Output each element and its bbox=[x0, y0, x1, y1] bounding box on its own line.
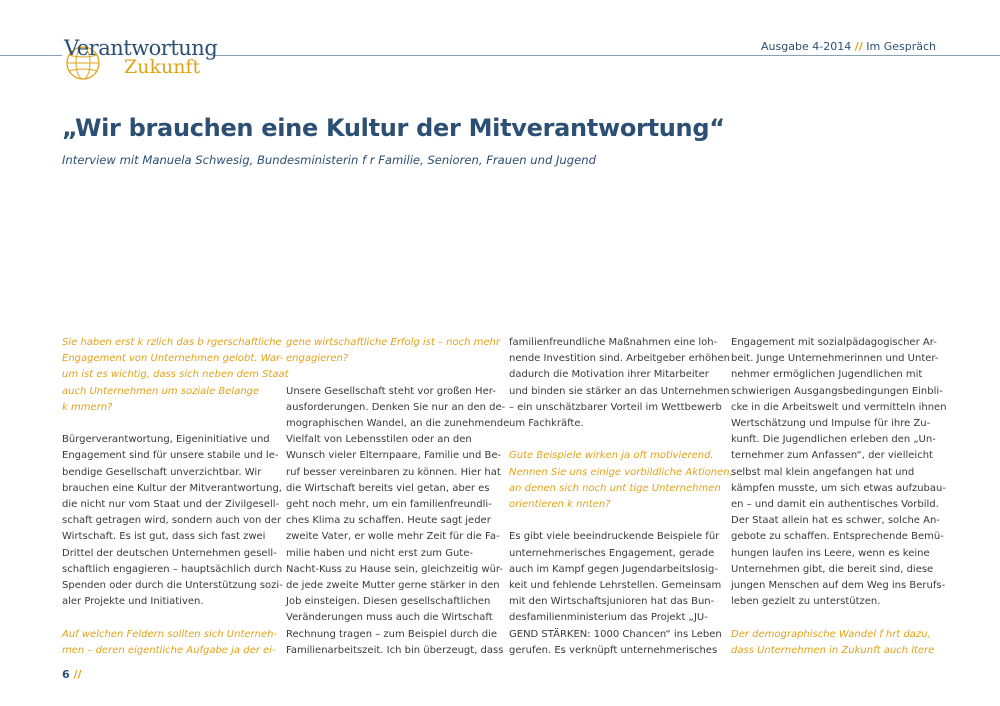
text-line: gebote zu schaffen. Entsprechende Bemü- bbox=[731, 531, 944, 543]
text-line: gerufen. Es verknüpft unternehmerisches bbox=[509, 644, 718, 656]
text-line: Es gibt viele beeindruckende Beispiele für bbox=[509, 531, 720, 543]
interview-answer bbox=[731, 335, 947, 610]
text-column-3 bbox=[509, 335, 733, 675]
text-line: Familienarbeitszeit. Ich bin überzeugt, dass bbox=[286, 644, 504, 656]
text-line: Unsere Gesellschaft steht vor großen Her- bbox=[286, 385, 496, 397]
text-line: schaftlich engagieren – hauptsächlich durch bbox=[62, 563, 283, 575]
text-line: Engagement mit sozialpädagogischer Ar- bbox=[731, 337, 937, 348]
text-line: auch Unternehmen um soziale Belange bbox=[62, 385, 260, 397]
text-line: orientieren k nnten? bbox=[509, 499, 611, 511]
text-line: kämpfen musste, um sich etwas aufzubau- bbox=[731, 482, 946, 494]
text-line: um Fachkräfte. bbox=[509, 418, 584, 430]
text-line: Spenden oder durch die Unterstützung sozi- bbox=[62, 580, 283, 592]
text-line: mit den Wirtschaftsjunioren hat das Bun- bbox=[509, 596, 715, 608]
text-line: Vielfalt von Lebensstilen oder an den bbox=[286, 434, 472, 446]
header-rule-left bbox=[0, 55, 62, 56]
text-line: geht noch mehr, um ein familienfreundli- bbox=[286, 499, 492, 511]
interview-question bbox=[731, 627, 936, 659]
text-line: Wunsch vieler Elternpaare, Familie und Be- bbox=[286, 450, 502, 462]
text-line: jungen Menschen auf dem Weg ins Berufs- bbox=[731, 580, 946, 592]
text-line: unternehmerisches Engagement, gerade bbox=[509, 547, 715, 559]
interview-question bbox=[509, 448, 733, 513]
text-line: Drittel der deutschen Unternehmen gesell- bbox=[62, 547, 277, 559]
text-line: Veränderungen muss auch die Wirtschaft bbox=[286, 612, 493, 624]
text-line: hungen laufen ins Leere, wenn es keine bbox=[731, 547, 930, 559]
text-line: schwierigen Ausgangsbedingungen Einbli- bbox=[731, 385, 943, 397]
text-line: Bürgerverantwortung, Eigeninitiative und bbox=[62, 434, 270, 446]
article-title: „Wir brauchen eine Kultur der Mitverantwortung“ bbox=[62, 114, 725, 142]
header-rule-right bbox=[212, 55, 1000, 56]
text-line: dass Unternehmen in Zukunft auch ltere bbox=[731, 644, 935, 656]
interview-question bbox=[286, 335, 500, 367]
text-line: kunft. Die Jugendlichen erleben den „Un- bbox=[731, 434, 936, 446]
text-line: Unternehmen gibt, die bereit sind, diese bbox=[731, 563, 934, 575]
text-line: – ein unschätzbarer Vorteil im Wettbewerb bbox=[509, 401, 722, 413]
interview-question bbox=[62, 627, 278, 659]
text-line: Engagement sind für unsere stabile und le- bbox=[62, 450, 279, 462]
text-line: die nicht nur vom Staat und der Zivilgesell- bbox=[62, 499, 280, 511]
text-line: ruf besser vereinbaren zu können. Hier hat bbox=[286, 466, 501, 478]
text-line: ches Klima zu schaffen. Heute sagt jeder bbox=[286, 515, 491, 527]
interview-answer bbox=[286, 384, 510, 659]
text-line: nende Investition sind. Arbeitgeber erhöhen bbox=[509, 353, 730, 365]
logo-wordmark-bottom: Zukunft bbox=[124, 56, 201, 78]
interview-answer bbox=[509, 529, 722, 659]
text-line: schaft getragen wird, sondern auch von der bbox=[62, 515, 282, 527]
text-line: zweite Vater, er wolle mehr Zeit für die Fa- bbox=[286, 531, 500, 543]
text-line: Auf welchen Feldern sollten sich Unterneh- bbox=[62, 628, 278, 640]
logo-wordmark-top: Verantwortung bbox=[64, 36, 218, 60]
text-line: dadurch die Motivation ihrer Mitarbeiter bbox=[509, 369, 709, 381]
text-line: Rechnung tragen – zum Beispiel durch die bbox=[286, 628, 497, 640]
text-line: keit und fehlende Lehrstellen. Gemeinsam bbox=[509, 580, 722, 592]
text-line: mographischen Wandel, an die zunehmende bbox=[286, 418, 510, 429]
text-line: GEND STÄRKEN: 1000 Chancen“ ins Leben bbox=[509, 628, 722, 640]
text-line: Der demographische Wandel f hrt dazu, bbox=[731, 628, 931, 640]
issue-number: Ausgabe 4-2014 bbox=[761, 40, 852, 53]
page-number-separator: // bbox=[73, 668, 82, 681]
text-line: cke in die Arbeitswelt und vermitteln ihnen bbox=[731, 401, 947, 413]
text-line: Gute Beispiele wirken ja oft motivierend. bbox=[509, 450, 714, 462]
text-column-4 bbox=[731, 335, 947, 675]
text-line: gene wirtschaftliche Erfolg ist – noch mehr bbox=[286, 337, 500, 348]
text-line: Der Staat allein hat es schwer, solche An- bbox=[731, 515, 940, 527]
text-line: Wertschätzung und Impulse für ihre Zu- bbox=[731, 418, 931, 430]
text-line: beit. Junge Unternehmerinnen und Unter- bbox=[731, 353, 939, 365]
text-line: selbst mal klein angefangen hat und bbox=[731, 466, 915, 478]
text-line: Nennen Sie uns einige vorbildliche Aktionen, bbox=[509, 466, 733, 478]
text-line: an denen sich noch unt tige Unternehmen bbox=[509, 482, 721, 494]
text-line: men – deren eigentliche Aufgabe ja der ei- bbox=[62, 644, 276, 656]
text-line: milie haben und nicht erst zum Gute- bbox=[286, 547, 473, 559]
issue-separator: // bbox=[854, 40, 863, 53]
text-line: nehmer ermöglichen Jugendlichen mit bbox=[731, 369, 923, 381]
issue-label bbox=[761, 40, 936, 53]
logo bbox=[62, 36, 218, 82]
interview-question bbox=[62, 335, 289, 416]
text-line: auch im Kampf gegen Jugendarbeitslosig- bbox=[509, 563, 718, 575]
text-line: bendige Gesellschaft unverzichtbar. Wir bbox=[62, 466, 262, 478]
text-line: Engagement von Unternehmen gelobt. War- bbox=[62, 353, 284, 365]
text-line: die Wirtschaft bereits viel getan, aber es bbox=[286, 482, 490, 494]
interview-answer bbox=[509, 335, 730, 432]
text-line: Wirtschaft. Es ist gut, dass sich fast zwei bbox=[62, 531, 266, 543]
text-line: leben gezielt zu unterstützen. bbox=[731, 596, 881, 608]
text-line: brauchen eine Kultur der Mitverantwortung, bbox=[62, 482, 282, 494]
text-column-2 bbox=[286, 335, 510, 675]
text-line: Job einsteigen. Diesen gesellschaftlichen bbox=[286, 596, 491, 608]
text-line: k mmern? bbox=[62, 401, 113, 413]
text-line: ternehmer zum Anfassen“, der vielleicht bbox=[731, 450, 933, 462]
text-line: en – und damit ein authentisches Vorbild. bbox=[731, 499, 939, 511]
text-line: desfamilienministerium das Projekt „JU- bbox=[509, 612, 708, 624]
page-number bbox=[62, 668, 82, 681]
text-line: Sie haben erst k rzlich das b rgerschaftliche bbox=[62, 337, 282, 348]
text-line: engagieren? bbox=[286, 353, 349, 365]
text-line: aler Projekte und Initiativen. bbox=[62, 596, 204, 608]
text-line: um ist es wichtig, dass sich neben dem Staat bbox=[62, 369, 289, 381]
text-line: ausforderungen. Denken Sie nur an den de- bbox=[286, 401, 506, 413]
page-number-value: 6 bbox=[62, 668, 70, 681]
text-line: de jede zweite Mutter gerne stärker in den bbox=[286, 580, 500, 592]
text-line: und binden sie stärker an das Unternehmen bbox=[509, 385, 730, 397]
article-subtitle: Interview mit Manuela Schwesig, Bundesministerin f r Familie, Senioren, Frauen und Jugend bbox=[62, 153, 596, 167]
interview-answer bbox=[62, 432, 283, 610]
section-name: Im Gespräch bbox=[866, 40, 936, 53]
text-line: familienfreundliche Maßnahmen eine loh- bbox=[509, 337, 718, 348]
text-line: Nacht-Kuss zu Hause sein, gleichzeitig wür- bbox=[286, 563, 503, 575]
text-column-1 bbox=[62, 335, 289, 675]
